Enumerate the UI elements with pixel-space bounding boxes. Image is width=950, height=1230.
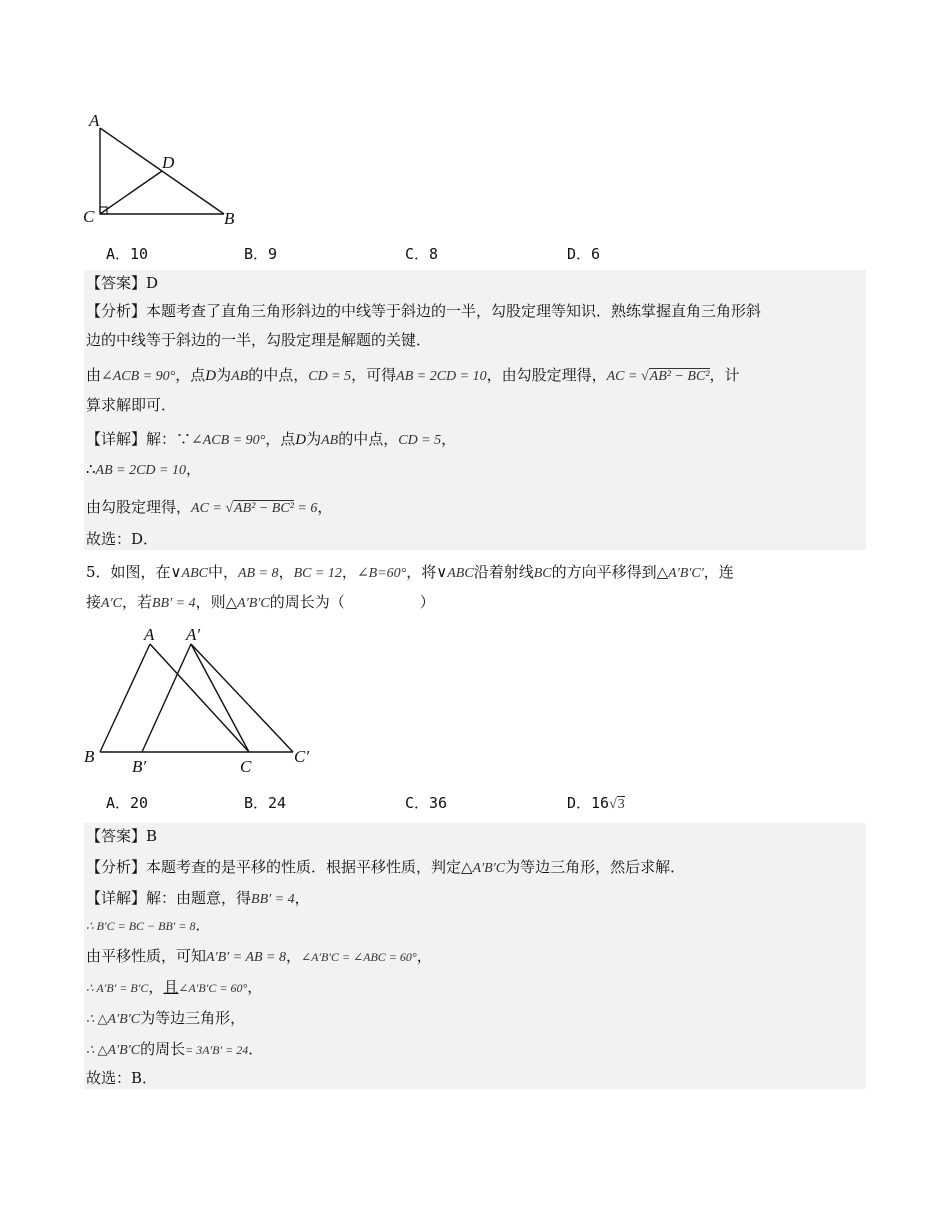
label-b-prime: B′ <box>132 757 147 776</box>
q5-detail-4: ∴ A′B′ = B′C，且∠A′B′C = 60°， <box>86 978 263 996</box>
q4-analysis-3: 由∠ACB = 90°，点D为AB的中点，CD = 5，可得AB = 2CD = 10，由勾股定理得，AC = √AB² − BC²，计 <box>86 366 740 384</box>
q5-option-b[interactable]: B．24 <box>244 794 287 812</box>
segment-ab <box>100 644 150 752</box>
q5-analysis: 【分析】本题考查的是平移的性质．根据平移性质，判定△A′B′C为等边三角形，然后求解． <box>86 858 686 876</box>
segment-a2c2 <box>191 644 293 752</box>
q4-analysis-2: 边的中线等于斜边的一半，勾股定理是解题的关键． <box>86 331 432 349</box>
figure-right-triangle <box>80 108 250 232</box>
q4-analysis-4: 算求解即可． <box>86 396 177 414</box>
q5-detail-6: ∴ △A′B′C的周长= 3A′B′ = 24． <box>86 1040 264 1058</box>
q5-detail-1: 【详解】解：由题意，得BB′ = 4， <box>86 889 310 907</box>
q5-option-c[interactable]: C．36 <box>405 794 448 812</box>
q5-detail-2: ∴ B′C = BC − BB′ = 8． <box>86 916 211 934</box>
segment-cd <box>100 171 162 214</box>
q5-option-d-root: 3 <box>617 797 625 812</box>
label-a: A <box>144 625 155 644</box>
q4-option-a[interactable]: A．10 <box>106 245 149 263</box>
label-b: B <box>224 209 235 228</box>
q5-option-d[interactable]: D．16√3 <box>567 794 625 812</box>
q5-detail-3: 由平移性质，可知A′B′ = AB = 8，∠A′B′C = ∠ABC = 60°， <box>86 947 432 965</box>
q4-detail-3: 由勾股定理得，AC = √AB² − BC² = 6， <box>86 498 333 516</box>
q4-answer-block <box>84 270 866 550</box>
q5-stem-line-1: 5．如图，在∨ABC中，AB = 8，BC = 12，∠B=60°，将∨ABC沿着射线BC的方向平移得到△A′B′C′，连 <box>86 563 734 581</box>
q5-option-a[interactable]: A．20 <box>106 794 149 812</box>
q4-option-b[interactable]: B．9 <box>244 245 278 263</box>
q4-detail-2: ∴AB = 2CD = 10， <box>86 460 202 478</box>
label-c: C <box>240 757 252 776</box>
q5-answer: 【答案】B <box>86 827 158 845</box>
q4-analysis-1: 【分析】本题考查了直角三角形斜边的中线等于斜边的一半，勾股定理等知识．熟练掌握直角三角形斜 <box>86 302 762 320</box>
label-b: B <box>84 747 95 766</box>
label-a: A <box>89 111 100 130</box>
q4-detail-4: 故选：D． <box>86 530 159 548</box>
q5-detail-5: ∴ △A′B′C为等边三角形， <box>86 1009 246 1027</box>
label-d: D <box>162 153 175 172</box>
q5-stem-line-2: 接A′C，若BB′ = 4，则△A′B′C的周长为（ ） <box>86 593 435 611</box>
q4-detail-1: 【详解】解：∵∠ACB = 90°，点D为AB的中点，CD = 5， <box>86 430 457 448</box>
q5-answer-block <box>84 823 866 1089</box>
q4-option-d[interactable]: D．6 <box>567 245 601 263</box>
figure-translation <box>80 620 330 780</box>
q5-detail-7: 故选：B． <box>86 1069 158 1087</box>
segment-a2b2 <box>142 644 191 752</box>
q4-option-c[interactable]: C．8 <box>405 245 439 263</box>
label-c: C <box>83 207 95 226</box>
q4-answer: 【答案】D <box>86 274 159 292</box>
label-c-prime: C′ <box>294 747 310 766</box>
label-a-prime: A′ <box>186 625 201 644</box>
